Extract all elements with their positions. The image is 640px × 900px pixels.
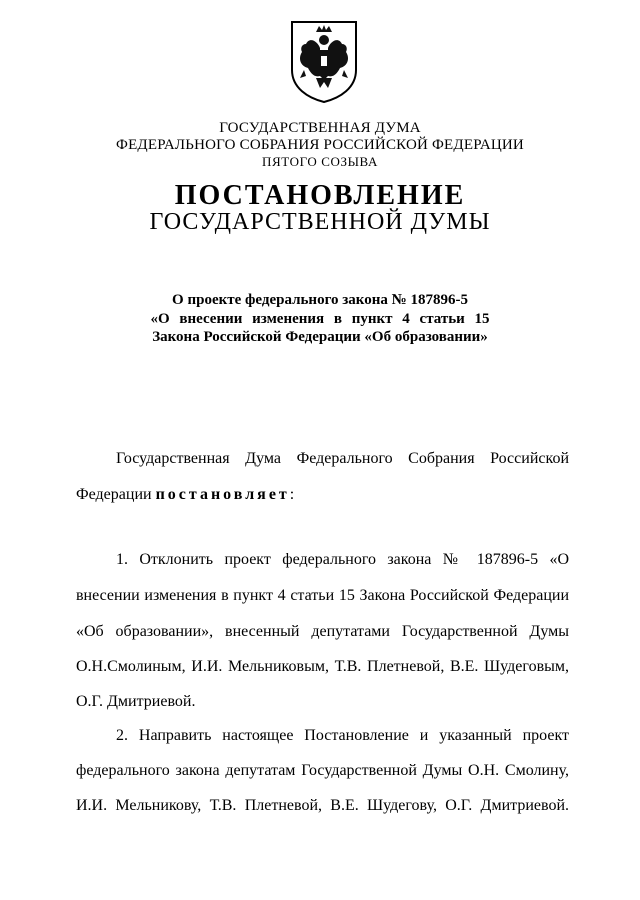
org-line-duma: ГОСУДАРСТВЕННАЯ ДУМА [219, 120, 421, 136]
subject-line-1: О проекте федерального закона № 187896-5 [172, 292, 468, 308]
document-issuer-title: ГОСУДАРСТВЕННОЙ ДУМЫ [149, 209, 491, 235]
state-emblem-icon [286, 18, 362, 104]
item2-line-2: федерального закона депутатам Государственной Думы О.Н. Смолину, [76, 762, 569, 779]
item1-line-2: внесении изменения в пункт 4 статьи 15 Закона Российской Федерации [76, 587, 569, 604]
preamble-resolves: постановляет [155, 486, 290, 503]
preamble-colon: : [289, 486, 295, 503]
org-line-convocation: ПЯТОГО СОЗЫВА [262, 154, 378, 169]
org-line-federal-assembly: ФЕДЕРАЛЬНОГО СОБРАНИЯ РОССИЙСКОЙ ФЕДЕРАЦИИ [116, 137, 524, 153]
item2-line-3: И.И. Мельникову, Т.В. Плетневой, В.Е. Шудегову, О.Г. Дмитриевой. [76, 797, 569, 814]
item1-line-4: О.Н.Смолиным, И.И. Мельниковым, Т.В. Плетневой, В.Е. Шудеговым, [76, 658, 569, 675]
preamble-line-1: Государственная Дума Федерального Собрания Российской [116, 450, 569, 467]
preamble-line-2 [76, 485, 294, 505]
item1-line-5: О.Г. Дмитриевой. [76, 693, 196, 710]
item1-line-3: «Об образовании», внесенный депутатами Государственной Думы [76, 623, 569, 640]
subject-line-3: Закона Российской Федерации «Об образовании» [152, 329, 488, 345]
document-type-title: ПОСТАНОВЛЕНИЕ [174, 180, 466, 211]
item1-line-1: 1. Отклонить проект федерального закона № 187896-5 «О [116, 551, 569, 568]
item2-line-1: 2. Направить настоящее Постановление и указанный проект [116, 727, 569, 744]
subject-line-2: «О внесении изменения в пункт 4 статьи 15 [150, 311, 490, 327]
preamble-federation: Федерации [76, 486, 152, 503]
